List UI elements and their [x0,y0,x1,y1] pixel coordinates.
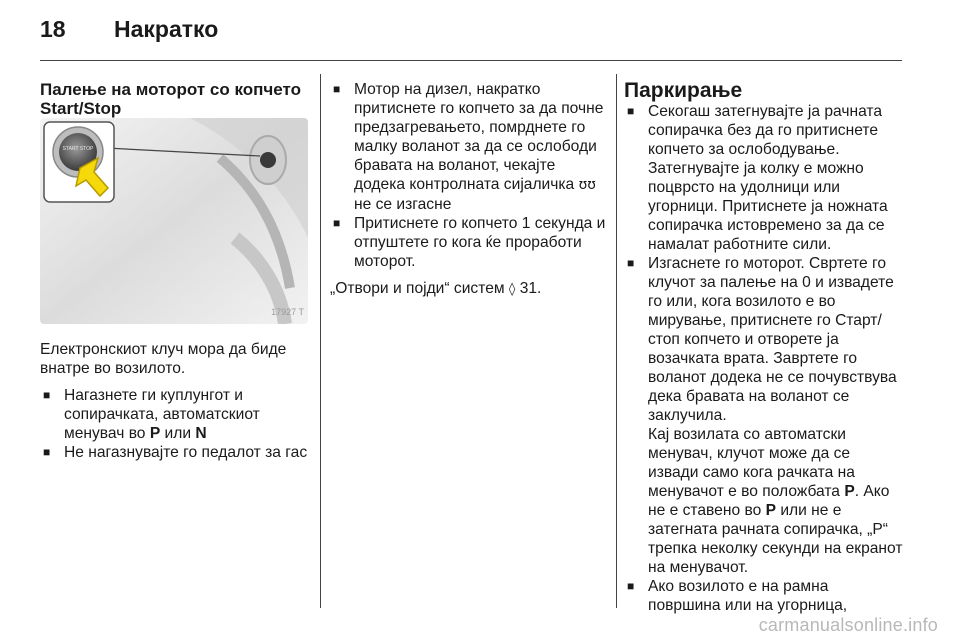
bullet-diesel: ■ Мотор на дизел, накратко притиснете го копчето за да почне предзагревањето, помрднете го малку воланот за да се ослободи бравата на воланот, чекајте додека контролната сијаличка ʊʊ не се изгасне [330,80,610,214]
automatic-gearbox-note: Кај возилата со автоматски менувач, клучот може да се извади само кога рачката на менувачот е во положбата P. Ако не е ставено во P или не е затегната рачната сопирачка, „P“ трепка неколку секунди на екранот на менувачот. [648,426,903,576]
chapter-title: Накратко [114,16,219,42]
bullet-level-surface: ■ Ако возилото е на рамна површина или на угорница, [624,577,904,615]
small-start-button-icon [260,152,276,168]
page-ref-icon: ◊ [508,282,516,297]
start-stop-figure [40,118,308,324]
page-header [40,16,218,50]
watermark: carmanualsonline.info [758,615,938,635]
header-divider [40,60,902,61]
bullet-engine-off: ■ Изгаснете го моторот. Свртете го клучот за палење на 0 и извадете го или, кога возилото е во мирување, притиснете го Старт/стоп копчето и отворете ја возачката врата. Завртете го воланот додека не се почувствува дека бравата на воланот се заклучила. [624,254,904,425]
dashboard-illustration [40,118,308,324]
bullet-press-button: ■ Притиснете го копчето 1 секунда и отпуштете го кога ќе проработи моторот. [330,214,610,271]
bullet-handbrake: ■ Секогаш затегнувајте ја рачната сопирачка без да го притиснете копчето за ослободување. Затегнувајте ја колку е можно поцврсто на удолници или угорници. Притиснете ја ножната сопирачка истовремено за да се намалат работните сили. [624,102,904,254]
glow-plug-icon: ʊʊ [578,177,596,193]
right-column [624,80,904,615]
page-number: 18 [40,16,66,42]
section-heading-start-stop: Палење на моторот со копчето Start/Stop [40,80,302,118]
middle-column [330,80,610,299]
bullet-clutch: ■ Нагазнете ги куплунгот и сопирачката, автоматскиот менувач во P или N [40,386,312,443]
column-divider-1 [320,74,321,608]
intro-text: Електронскиот клуч мора да биде внатре во возилото. [40,341,287,377]
column-divider-2 [616,74,617,608]
bullet-no-gas: ■ Не нагазнувајте го педалот за гас [40,443,312,462]
section-heading-parking: Паркирање [624,79,743,102]
button-label: START STOP [62,146,94,152]
cross-reference: „Отвори и појди“ систем ◊ 31. [330,280,542,297]
figure-code: 17927 T [271,307,304,317]
left-column [40,80,312,462]
